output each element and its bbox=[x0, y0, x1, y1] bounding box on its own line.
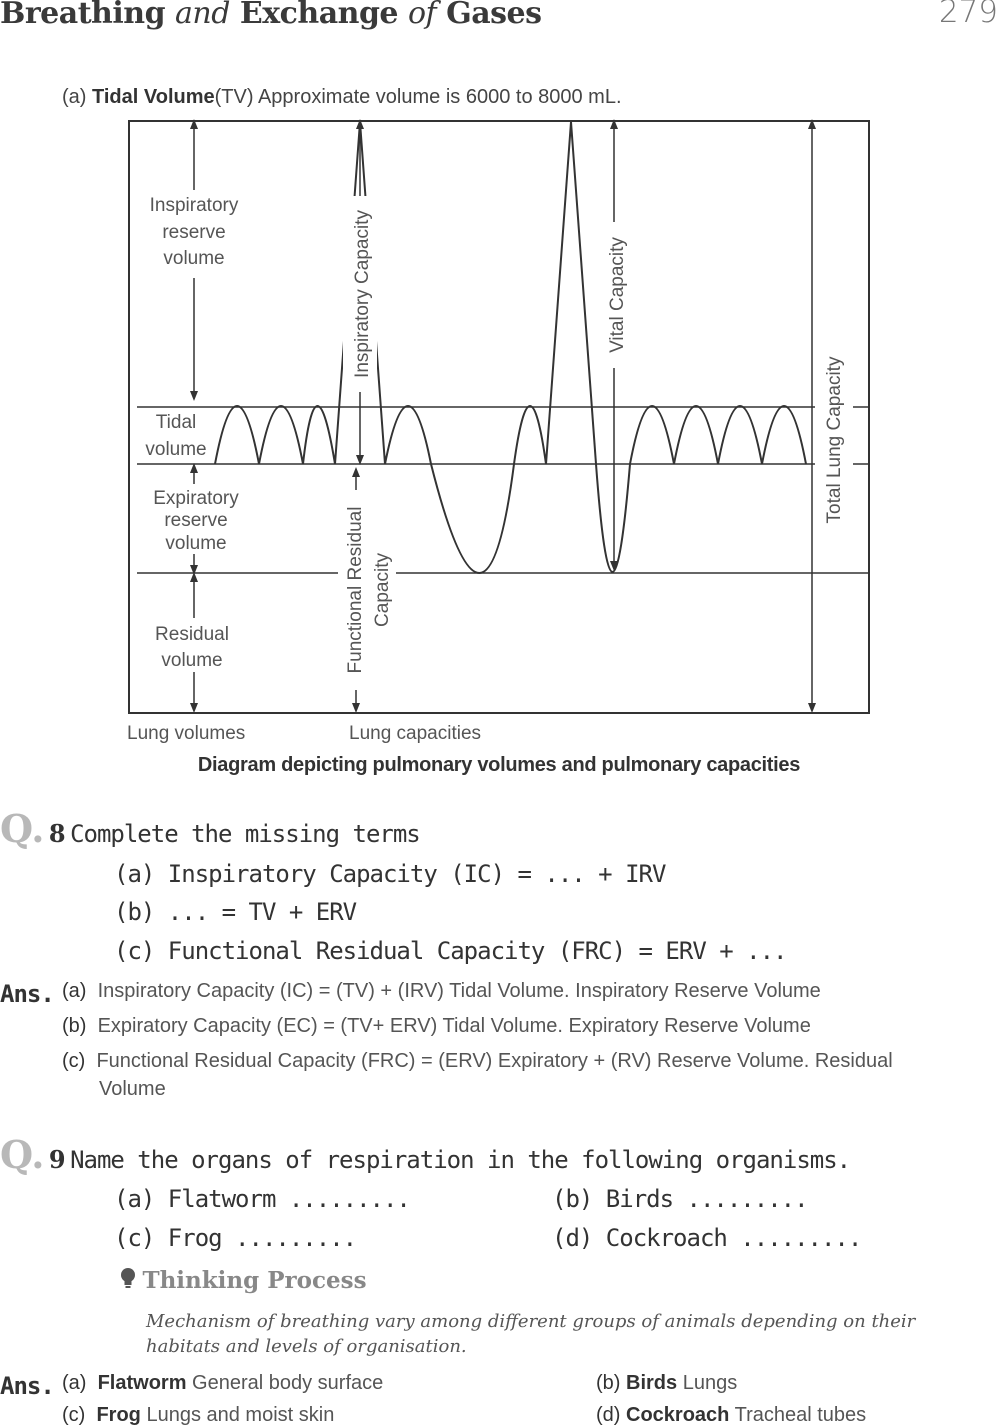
q9-answer-c bbox=[62, 1404, 334, 1427]
answer-item-label: (b) bbox=[596, 1372, 621, 1394]
irv-label: volume bbox=[163, 248, 225, 269]
q9-answer-a bbox=[62, 1372, 383, 1395]
answer-item-label: (c) bbox=[62, 1050, 86, 1072]
answer-term: Cockroach bbox=[626, 1404, 730, 1426]
erv-label: Expiratory bbox=[153, 488, 239, 509]
question-8-heading bbox=[0, 806, 420, 851]
answer-label: Ans. bbox=[0, 980, 54, 1008]
lung-capacities-label: Lung capacities bbox=[349, 723, 482, 744]
answer-text: Inspiratory Capacity (IC) = (TV) + (IRV) Tidal Volume. Inspiratory Reserve Volume bbox=[97, 980, 821, 1002]
q9-answer-b bbox=[596, 1372, 737, 1395]
diagram-caption: Diagram depicting pulmonary volumes and pulmonary capacities bbox=[197, 754, 801, 776]
q-number: 8 bbox=[48, 819, 66, 848]
title-word: and bbox=[175, 0, 230, 31]
erv-label: volume bbox=[165, 533, 227, 554]
intro-term: Tidal Volume bbox=[92, 86, 215, 108]
title-word: Gases bbox=[446, 0, 542, 31]
q8-item-b: (b) ... = TV + ERV bbox=[114, 898, 357, 926]
answer-text: Tracheal tubes bbox=[734, 1404, 867, 1426]
answer-text: Expiratory Capacity (EC) = (TV+ ERV) Tidal Volume. Expiratory Reserve Volume bbox=[97, 1015, 811, 1037]
answer-term: Frog bbox=[96, 1404, 141, 1426]
q8-answer-a bbox=[62, 980, 821, 1003]
vc-label: Vital Capacity bbox=[607, 237, 628, 353]
q9-answer-d bbox=[596, 1404, 866, 1427]
rv-label: volume bbox=[161, 650, 223, 671]
thinking-text: Mechanism of breathing vary among different groups of animals depending on their habitats and levels of organisation. bbox=[146, 1311, 916, 1357]
q-prompt: Complete the missing terms bbox=[70, 820, 420, 848]
title-word: Breathing bbox=[0, 0, 166, 31]
answer-term: Flatworm bbox=[97, 1372, 187, 1394]
q-prompt: Name the organs of respiration in the following organisms. bbox=[70, 1146, 851, 1174]
q9-item-d: (d) Cockroach ......... bbox=[552, 1224, 862, 1252]
answer-item-label: (a) bbox=[62, 1372, 87, 1394]
lung-volumes-label: Lung volumes bbox=[127, 723, 246, 744]
q-mark: Q. bbox=[0, 806, 45, 851]
q9-item-b: (b) Birds ......... bbox=[552, 1185, 808, 1213]
answer-text: General body surface bbox=[192, 1372, 384, 1394]
q8-answer-c-cont: Volume bbox=[99, 1078, 166, 1100]
frc-label: Capacity bbox=[372, 553, 393, 627]
answer-item-label: (a) bbox=[62, 980, 87, 1002]
page-number: 279 bbox=[938, 0, 998, 30]
tlc-label: Total Lung Capacity bbox=[824, 356, 845, 524]
intro-text: (TV) Approximate volume is 6000 to 8000 mL. bbox=[214, 86, 622, 108]
breathing-trace bbox=[215, 122, 806, 573]
q8-answer-b bbox=[62, 1015, 811, 1038]
tv-label: volume bbox=[145, 439, 207, 460]
title-word: of bbox=[407, 0, 437, 31]
answer-item-label: (c) bbox=[62, 1404, 86, 1426]
tv-label: Tidal bbox=[155, 412, 197, 433]
title-word: Exchange bbox=[239, 0, 399, 31]
irv-label: reserve bbox=[162, 222, 226, 243]
answer-text: Lungs and moist skin bbox=[146, 1404, 335, 1426]
answer-text: Lungs bbox=[682, 1372, 738, 1394]
q-mark: Q. bbox=[0, 1132, 45, 1177]
answer-item-label: (b) bbox=[62, 1015, 87, 1037]
answer-term: Birds bbox=[626, 1372, 678, 1394]
q8-answer-c bbox=[62, 1050, 893, 1073]
answer-text: Functional Residual Capacity (FRC) = (ERV) Expiratory + (RV) Reserve Volume. Residual bbox=[96, 1050, 893, 1072]
lightbulb-icon bbox=[118, 1266, 138, 1292]
erv-label: reserve bbox=[164, 510, 228, 531]
q8-item-c: (c) Functional Residual Capacity (FRC) = ERV + ... bbox=[114, 937, 787, 965]
intro-label: (a) bbox=[62, 86, 87, 108]
q8-item-a: (a) Inspiratory Capacity (IC) = ... + IRV bbox=[114, 860, 666, 888]
diagram-frame bbox=[129, 121, 869, 713]
q9-item-c: (c) Frog ......... bbox=[114, 1224, 357, 1252]
question-9-heading bbox=[0, 1132, 850, 1177]
frc-label: Functional Residual bbox=[345, 506, 366, 674]
thinking-title: Thinking Process bbox=[142, 1267, 367, 1294]
thinking-process-heading bbox=[118, 1266, 367, 1294]
answer-item-label: (d) bbox=[596, 1404, 621, 1426]
answer-label: Ans. bbox=[0, 1372, 54, 1400]
ic-label: Inspiratory Capacity bbox=[352, 210, 373, 378]
q9-item-a: (a) Flatworm ......... bbox=[114, 1185, 410, 1213]
q-number: 9 bbox=[48, 1145, 66, 1174]
rv-label: Residual bbox=[155, 624, 229, 645]
irv-label: Inspiratory bbox=[149, 195, 239, 216]
